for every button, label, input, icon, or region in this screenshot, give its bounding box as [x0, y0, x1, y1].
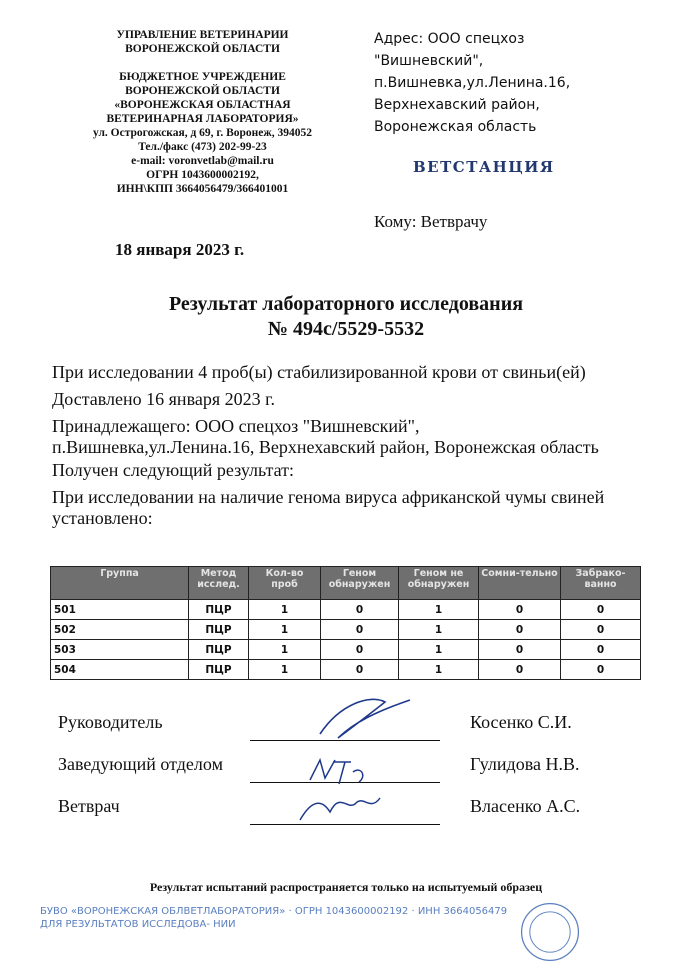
institution-line: ВОРОНЕЖСКОЙ ОБЛАСТИ — [125, 85, 280, 97]
signature-line — [250, 824, 440, 825]
cell-method: ПЦР — [189, 620, 249, 640]
document-body — [52, 362, 672, 529]
seal-center-line: ДЛЯ — [40, 919, 63, 930]
cell-rejected: 0 — [561, 620, 641, 640]
official-seal — [520, 902, 580, 962]
document-date: 18 января 2023 г. — [115, 240, 245, 259]
col-header-method: Метод исслед. — [189, 567, 249, 600]
org-line: ВОРОНЕЖСКОЙ ОБЛАСТИ — [125, 43, 280, 55]
cell-detected: 0 — [321, 660, 399, 680]
cell-count: 1 — [249, 620, 321, 640]
cell-rejected: 0 — [561, 600, 641, 620]
org-line: УПРАВЛЕНИЕ ВЕТЕРИНАРИИ — [116, 29, 289, 41]
document-title — [0, 292, 692, 342]
cell-count: 1 — [249, 660, 321, 680]
col-header-rejected: Забрако-ванно — [561, 567, 641, 600]
col-header-not-detected: Геном не обнаружен — [399, 567, 479, 600]
institution-line: «ВОРОНЕЖСКАЯ ОБЛАСТНАЯ — [114, 99, 291, 111]
cell-group: 502 — [51, 620, 189, 640]
title-line: Результат лабораторного исследования — [168, 293, 524, 315]
col-header-count: Кол-во проб — [249, 567, 321, 600]
cell-group: 503 — [51, 640, 189, 660]
handwritten-signatures-icon — [260, 694, 440, 824]
seal-center-line: ИССЛЕДОВА- — [141, 919, 210, 930]
spacer — [55, 56, 350, 70]
cell-not-detected: 1 — [399, 600, 479, 620]
signature-name-department: Гулидова Н.В. — [470, 754, 580, 774]
cell-count: 1 — [249, 600, 321, 620]
signature-name-vet: Власенко А.С. — [470, 796, 581, 816]
signature-name-head: Косенко С.И. — [470, 712, 572, 732]
body-samples: При исследовании 4 проб(ы) стабилизированной крови от свиньи(ей) — [52, 362, 586, 382]
signature-line — [250, 782, 440, 783]
body-result-detail: При исследовании на наличие генома вируса африканской чумы свиней установлено: — [52, 487, 605, 528]
cell-group: 501 — [51, 600, 189, 620]
contact-email: e-mail: voronvetlab@mail.ru — [131, 155, 274, 167]
recipient-line: Кому: Ветврачу — [374, 212, 488, 231]
contact-address: ул. Острогожская, д 69, г. Воронеж, 394052 — [93, 127, 312, 139]
table-header-row — [51, 567, 641, 600]
address-line: Верхнехавский район, — [374, 97, 540, 113]
cell-detected: 0 — [321, 640, 399, 660]
contact-phone: Тел./факс (473) 202-99-23 — [138, 141, 267, 153]
cell-rejected: 0 — [561, 640, 641, 660]
col-header-detected: Геном обнаружен — [321, 567, 399, 600]
seal-center-line: РЕЗУЛЬТАТОВ — [65, 919, 139, 930]
cell-method: ПЦР — [189, 640, 249, 660]
cell-doubtful: 0 — [479, 640, 561, 660]
body-result-intro: Получен следующий результат: — [52, 460, 295, 480]
contact-inn: ИНН\КПП 3664056479/366401001 — [116, 183, 289, 195]
table-row — [51, 660, 641, 680]
address-line: п.Вишневка,ул.Ленина.16, — [374, 75, 571, 91]
cell-not-detected: 1 — [399, 660, 479, 680]
cell-doubtful: 0 — [479, 660, 561, 680]
institution-line: ВЕТЕРИНАРНАЯ ЛАБОРАТОРИЯ» — [106, 113, 299, 125]
seal-center-lines — [40, 918, 510, 931]
contact-ogrn: ОГРН 1043600002192, — [146, 169, 259, 181]
signature-role-vet: Ветврач — [58, 796, 120, 816]
address-line: Воронежская область — [374, 119, 537, 135]
recipient-address — [374, 28, 674, 138]
cell-not-detected: 1 — [399, 620, 479, 640]
results-table — [50, 566, 641, 680]
seal-outer-text: БУВО «ВОРОНЕЖСКАЯ ОБЛВЕТЛАБОРАТОРИЯ» · ОГРН 1043600002192 · ИНН 3664056479 — [40, 906, 508, 917]
cell-method: ПЦР — [189, 600, 249, 620]
document-number: № 494с/5529-5532 — [267, 318, 425, 340]
cell-detected: 0 — [321, 600, 399, 620]
seal-center-line: НИИ — [213, 919, 236, 930]
col-header-doubtful: Сомни-тельно — [479, 567, 561, 600]
cell-count: 1 — [249, 640, 321, 660]
cell-doubtful: 0 — [479, 600, 561, 620]
address-line: Адрес: ООО спецхоз — [374, 31, 525, 47]
address-line: "Вишневский", — [374, 53, 484, 69]
table-row — [51, 620, 641, 640]
signature-role-department: Заведующий отделом — [58, 754, 223, 774]
organization-header — [55, 28, 350, 196]
institution-line: БЮДЖЕТНОЕ УЧРЕЖДЕНИЕ — [119, 71, 286, 83]
cell-doubtful: 0 — [479, 620, 561, 640]
footer-note: Результат испытаний распространяется только на испытуемый образец — [149, 880, 543, 894]
vetstation-stamp: ВЕТСТАНЦИЯ — [413, 158, 555, 176]
cell-detected: 0 — [321, 620, 399, 640]
body-owner: Принадлежащего: ООО спецхоз "Вишневский", п.Вишневка,ул.Ленина.16, Верхнехавский район, Воронежская область — [52, 416, 599, 457]
cell-rejected: 0 — [561, 660, 641, 680]
cell-not-detected: 1 — [399, 640, 479, 660]
cell-group: 504 — [51, 660, 189, 680]
body-delivered: Доставлено 16 января 2023 г. — [52, 389, 275, 409]
col-header-group: Группа — [51, 567, 189, 600]
table-row — [51, 600, 641, 620]
signature-line — [250, 740, 440, 741]
seal-text-block — [40, 905, 510, 931]
cell-method: ПЦР — [189, 660, 249, 680]
table-row — [51, 640, 641, 660]
signature-role-head: Руководитель — [58, 712, 163, 732]
